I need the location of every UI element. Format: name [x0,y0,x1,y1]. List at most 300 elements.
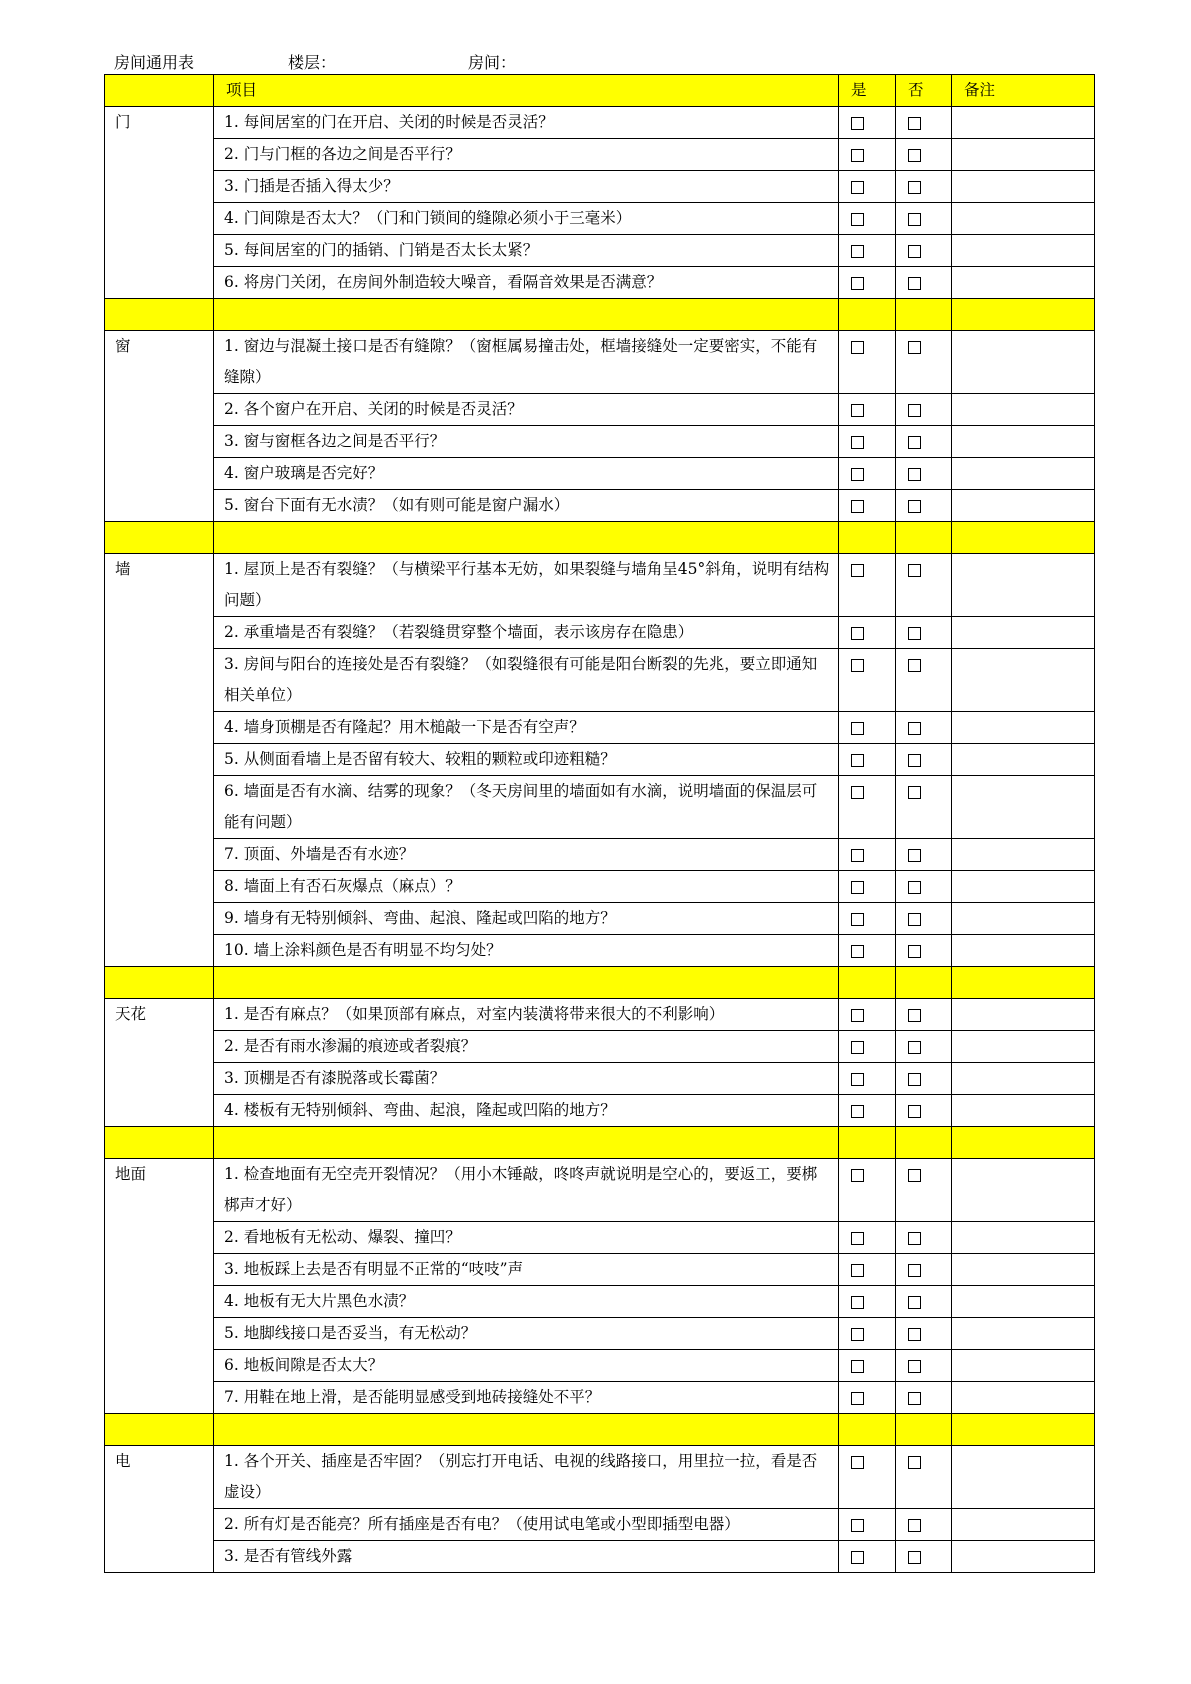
separator-cell [214,1414,839,1446]
note-cell[interactable] [952,1350,1095,1382]
table-row [105,1382,1095,1414]
no-checkbox[interactable] [908,404,921,417]
table-row [105,903,1095,935]
table-row [105,203,1095,235]
item-text: 2. 各个窗户在开启、关闭的时候是否灵活？ [224,400,523,418]
no-checkbox[interactable] [908,659,921,672]
item-cell [214,554,839,617]
separator-cell [839,522,896,554]
table-row [105,139,1095,171]
item-text: 2. 所有灯是否能亮？所有插座是否有电？（使用试电笔或小型即插型电器） [224,1515,740,1533]
section-category-cell [105,999,214,1127]
no-checkbox[interactable] [908,149,921,162]
table-row [105,1222,1095,1254]
note-cell[interactable] [952,1063,1095,1095]
yes-checkbox-cell [839,1063,896,1095]
item-cell [214,426,839,458]
table-row [105,871,1095,903]
item-cell [214,1350,839,1382]
no-checkbox[interactable] [908,1169,921,1182]
note-cell[interactable] [952,490,1095,522]
yes-checkbox[interactable] [851,1105,864,1118]
note-cell[interactable] [952,203,1095,235]
no-checkbox-cell [896,1222,952,1254]
table-row [105,1446,1095,1509]
section-category-cell [105,1446,214,1573]
note-cell[interactable] [952,649,1095,712]
separator-cell [896,1127,952,1159]
yes-checkbox-cell [839,426,896,458]
separator-cell [105,967,214,999]
yes-checkbox[interactable] [851,564,864,577]
yes-checkbox-cell [839,999,896,1031]
item-cell [214,331,839,394]
yes-checkbox-cell [839,267,896,299]
separator-cell [896,1414,952,1446]
item-cell [214,1031,839,1063]
separator-cell [105,522,214,554]
yes-checkbox-cell [839,139,896,171]
item-text: 4. 楼板有无特别倾斜、弯曲、起浪，隆起或凹陷的地方？ [224,1101,616,1119]
table-row [105,712,1095,744]
no-checkbox[interactable] [908,1456,921,1469]
yes-checkbox-cell [839,235,896,267]
table-row [105,267,1095,299]
yes-checkbox[interactable] [851,213,864,226]
no-checkbox[interactable] [908,564,921,577]
table-row [105,776,1095,839]
item-cell [214,171,839,203]
item-text: 9. 墙身有无特别倾斜、弯曲、起浪、隆起或凹陷的地方？ [224,909,616,927]
yes-checkbox[interactable] [851,881,864,894]
separator-cell [214,967,839,999]
note-cell[interactable] [952,235,1095,267]
yes-checkbox-cell [839,554,896,617]
item-text: 1. 每间居室的门在开启、关闭的时候是否灵活？ [224,113,554,131]
yes-checkbox[interactable] [851,1232,864,1245]
separator-cell [105,1127,214,1159]
no-checkbox[interactable] [908,181,921,194]
item-text: 5. 每间居室的门的插销、门销是否太长太紧？ [224,241,539,259]
yes-checkbox[interactable] [851,181,864,194]
item-text: 7. 顶面、外墙是否有水迹？ [224,845,415,863]
note-cell[interactable] [952,617,1095,649]
no-checkbox-cell [896,458,952,490]
no-checkbox[interactable] [908,627,921,640]
no-checkbox-cell [896,617,952,649]
table-row [105,617,1095,649]
form-title: 房间通用表 [114,53,195,72]
yes-checkbox-cell [839,744,896,776]
inspection-checklist-table [104,74,1095,1573]
table-row [105,1254,1095,1286]
no-checkbox[interactable] [908,1105,921,1118]
item-cell [214,903,839,935]
note-cell[interactable] [952,1509,1095,1541]
note-cell[interactable] [952,999,1095,1031]
no-checkbox-cell [896,1382,952,1414]
yes-checkbox-cell [839,1159,896,1222]
header-item-label: 项目 [226,81,258,99]
separator-cell [896,299,952,331]
no-checkbox-cell [896,871,952,903]
yes-checkbox-cell [839,171,896,203]
floor-label: 楼层： [288,53,337,72]
yes-checkbox-cell [839,458,896,490]
table-row [105,458,1095,490]
no-checkbox[interactable] [908,786,921,799]
item-cell [214,649,839,712]
no-checkbox-cell [896,331,952,394]
yes-checkbox-cell [839,394,896,426]
yes-checkbox-cell [839,776,896,839]
yes-checkbox[interactable] [851,722,864,735]
item-text: 7. 用鞋在地上滑，是否能明显感受到地砖接缝处不平？ [224,1388,601,1406]
yes-checkbox[interactable] [851,627,864,640]
section-category-label: 天花 [115,1005,147,1023]
no-checkbox[interactable] [908,468,921,481]
no-checkbox[interactable] [908,1009,921,1022]
item-cell [214,1318,839,1350]
item-cell [214,139,839,171]
no-checkbox[interactable] [908,945,921,958]
yes-checkbox-cell [839,903,896,935]
section-category-label: 电 [115,1452,131,1470]
no-checkbox-cell [896,203,952,235]
table-row [105,1318,1095,1350]
note-cell[interactable] [952,712,1095,744]
table-row [105,394,1095,426]
section-category-label: 门 [115,113,131,131]
separator-cell [214,1127,839,1159]
separator-cell [896,522,952,554]
item-cell [214,1446,839,1509]
section-separator-row [105,1414,1095,1446]
item-text: 6. 墙面是否有水滴、结雾的现象？（冬天房间里的墙面如有水滴，说明墙面的保温层可能有问题） [224,782,818,831]
no-checkbox-cell [896,1318,952,1350]
no-checkbox[interactable] [908,913,921,926]
note-cell[interactable] [952,458,1095,490]
yes-checkbox-cell [839,490,896,522]
separator-cell [952,1414,1095,1446]
no-checkbox-cell [896,935,952,967]
no-checkbox-cell [896,776,952,839]
no-checkbox-cell [896,426,952,458]
note-cell[interactable] [952,1095,1095,1127]
header-item-cell [214,75,839,107]
no-checkbox-cell [896,1031,952,1063]
table-row [105,171,1095,203]
no-checkbox[interactable] [908,1519,921,1532]
item-text: 5. 地脚线接口是否妥当，有无松动？ [224,1324,477,1342]
section-separator-row [105,1127,1095,1159]
item-text: 3. 地板踩上去是否有明显不正常的“吱吱”声 [224,1260,524,1278]
note-cell[interactable] [952,1541,1095,1573]
item-cell [214,744,839,776]
note-cell[interactable] [952,1159,1095,1222]
separator-cell [839,1127,896,1159]
yes-checkbox[interactable] [851,1360,864,1373]
item-text: 2. 看地板有无松动、爆裂、撞凹？ [224,1228,461,1246]
no-checkbox-cell [896,712,952,744]
header-note-label: 备注 [964,81,996,99]
item-cell [214,935,839,967]
item-cell [214,1095,839,1127]
no-checkbox[interactable] [908,436,921,449]
yes-checkbox[interactable] [851,659,864,672]
note-cell[interactable] [952,871,1095,903]
no-checkbox-cell [896,394,952,426]
item-cell [214,1063,839,1095]
note-cell[interactable] [952,935,1095,967]
yes-checkbox-cell [839,331,896,394]
yes-checkbox[interactable] [851,1264,864,1277]
no-checkbox-cell [896,554,952,617]
separator-cell [839,299,896,331]
note-cell[interactable] [952,394,1095,426]
yes-checkbox-cell [839,649,896,712]
separator-cell [214,522,839,554]
yes-checkbox-cell [839,1350,896,1382]
item-cell [214,1286,839,1318]
separator-cell [105,299,214,331]
yes-checkbox[interactable] [851,913,864,926]
yes-checkbox[interactable] [851,245,864,258]
yes-checkbox-cell [839,935,896,967]
no-checkbox-cell [896,1095,952,1127]
header-yes-cell [839,75,896,107]
item-text: 1. 是否有麻点？（如果顶部有麻点，对室内装潢将带来很大的不利影响） [224,1005,725,1023]
section-category-label: 墙 [115,560,131,578]
no-checkbox[interactable] [908,1041,921,1054]
no-checkbox-cell [896,1063,952,1095]
no-checkbox[interactable] [908,341,921,354]
no-checkbox[interactable] [908,117,921,130]
yes-checkbox[interactable] [851,1456,864,1469]
separator-cell [952,1127,1095,1159]
table-row [105,1350,1095,1382]
table-row [105,1541,1095,1573]
yes-checkbox[interactable] [851,1519,864,1532]
yes-checkbox[interactable] [851,341,864,354]
item-cell [214,712,839,744]
table-row [105,107,1095,139]
section-category-cell [105,1159,214,1414]
item-cell [214,107,839,139]
no-checkbox[interactable] [908,1360,921,1373]
separator-cell [214,299,839,331]
item-cell [214,235,839,267]
yes-checkbox[interactable] [851,404,864,417]
separator-cell [952,299,1095,331]
item-text: 3. 门插是否插入得太少？ [224,177,399,195]
note-cell[interactable] [952,1318,1095,1350]
yes-checkbox-cell [839,1541,896,1573]
yes-checkbox[interactable] [851,277,864,290]
item-cell [214,458,839,490]
room-label: 房间： [468,53,517,72]
table-row [105,1063,1095,1095]
no-checkbox[interactable] [908,277,921,290]
no-checkbox[interactable] [908,213,921,226]
table-row [105,1095,1095,1127]
item-cell [214,617,839,649]
no-checkbox[interactable] [908,1264,921,1277]
yes-checkbox[interactable] [851,1296,864,1309]
item-text: 1. 屋顶上是否有裂缝？（与横梁平行基本无妨，如果裂缝与墙角呈45°斜角，说明有结构问题） [224,560,830,609]
note-cell[interactable] [952,903,1095,935]
section-separator-row [105,299,1095,331]
item-cell [214,999,839,1031]
yes-checkbox-cell [839,1446,896,1509]
item-cell [214,839,839,871]
note-cell[interactable] [952,267,1095,299]
no-checkbox-cell [896,107,952,139]
note-cell[interactable] [952,331,1095,394]
no-checkbox-cell [896,1286,952,1318]
yes-checkbox-cell [839,1509,896,1541]
yes-checkbox-cell [839,712,896,744]
item-text: 6. 将房门关闭，在房间外制造较大噪音，看隔音效果是否满意？ [224,273,663,291]
item-cell [214,203,839,235]
no-checkbox[interactable] [908,245,921,258]
yes-checkbox-cell [839,839,896,871]
header-yes-label: 是 [851,81,867,99]
section-category-cell [105,331,214,522]
table-row [105,1286,1095,1318]
item-cell [214,1382,839,1414]
separator-cell [896,967,952,999]
yes-checkbox[interactable] [851,500,864,513]
no-checkbox-cell [896,1350,952,1382]
item-cell [214,871,839,903]
section-category-label: 地面 [115,1165,147,1183]
yes-checkbox[interactable] [851,945,864,958]
section-separator-row [105,522,1095,554]
table-row [105,744,1095,776]
no-checkbox-cell [896,1254,952,1286]
section-category-cell [105,554,214,967]
table-row [105,1509,1095,1541]
note-cell[interactable] [952,1031,1095,1063]
note-cell[interactable] [952,426,1095,458]
item-text: 10. 墙上涂料颜色是否有明显不均匀处？ [224,941,502,959]
header-category-cell [105,75,214,107]
yes-checkbox[interactable] [851,1009,864,1022]
no-checkbox-cell [896,1541,952,1573]
no-checkbox[interactable] [908,1296,921,1309]
no-checkbox[interactable] [908,881,921,894]
table-row [105,426,1095,458]
item-text: 1. 检查地面有无空壳开裂情况？（用小木锤敲，咚咚声就说明是空心的，要返工，要梆梆声才好） [224,1165,818,1214]
no-checkbox-cell [896,839,952,871]
item-text: 5. 窗台下面有无水渍？（如有则可能是窗户漏水） [224,496,570,514]
yes-checkbox-cell [839,1286,896,1318]
header-no-cell [896,75,952,107]
note-cell[interactable] [952,744,1095,776]
note-cell[interactable] [952,1382,1095,1414]
no-checkbox[interactable] [908,722,921,735]
header-note-cell [952,75,1095,107]
no-checkbox[interactable] [908,1328,921,1341]
no-checkbox-cell [896,490,952,522]
yes-checkbox[interactable] [851,1073,864,1086]
no-checkbox-cell [896,903,952,935]
yes-checkbox-cell [839,1318,896,1350]
yes-checkbox[interactable] [851,786,864,799]
yes-checkbox-cell [839,1031,896,1063]
note-cell[interactable] [952,776,1095,839]
table-header-row [105,75,1095,107]
table-row [105,839,1095,871]
no-checkbox[interactable] [908,1551,921,1564]
yes-checkbox[interactable] [851,117,864,130]
item-text: 4. 地板有无大片黑色水渍？ [224,1292,415,1310]
separator-cell [105,1414,214,1446]
no-checkbox[interactable] [908,500,921,513]
no-checkbox-cell [896,139,952,171]
yes-checkbox[interactable] [851,1328,864,1341]
no-checkbox[interactable] [908,754,921,767]
note-cell[interactable] [952,1254,1095,1286]
item-cell [214,1222,839,1254]
item-text: 3. 窗与窗框各边之间是否平行？ [224,432,446,450]
item-text: 6. 地板间隙是否太大？ [224,1356,384,1374]
yes-checkbox[interactable] [851,1169,864,1182]
yes-checkbox[interactable] [851,1392,864,1405]
item-cell [214,1159,839,1222]
item-cell [214,490,839,522]
yes-checkbox-cell [839,1254,896,1286]
yes-checkbox[interactable] [851,468,864,481]
table-row [105,999,1095,1031]
no-checkbox[interactable] [908,1232,921,1245]
separator-cell [839,1414,896,1446]
note-cell[interactable] [952,171,1095,203]
note-cell[interactable] [952,139,1095,171]
table-row [105,554,1095,617]
yes-checkbox[interactable] [851,849,864,862]
separator-cell [952,967,1095,999]
yes-checkbox[interactable] [851,436,864,449]
no-checkbox-cell [896,1159,952,1222]
item-cell [214,1254,839,1286]
item-text: 8. 墙面上有否石灰爆点（麻点）？ [224,877,461,895]
no-checkbox[interactable] [908,849,921,862]
yes-checkbox[interactable] [851,1041,864,1054]
yes-checkbox[interactable] [851,149,864,162]
note-cell[interactable] [952,1222,1095,1254]
yes-checkbox[interactable] [851,754,864,767]
note-cell[interactable] [952,107,1095,139]
yes-checkbox-cell [839,107,896,139]
yes-checkbox-cell [839,203,896,235]
no-checkbox-cell [896,1509,952,1541]
no-checkbox[interactable] [908,1073,921,1086]
yes-checkbox-cell [839,617,896,649]
note-cell[interactable] [952,1286,1095,1318]
note-cell[interactable] [952,839,1095,871]
item-cell [214,267,839,299]
table-row [105,1031,1095,1063]
no-checkbox-cell [896,171,952,203]
no-checkbox-cell [896,999,952,1031]
note-cell[interactable] [952,554,1095,617]
no-checkbox[interactable] [908,1392,921,1405]
item-text: 1. 窗边与混凝土接口是否有缝隙？（窗框属易撞击处，框墙接缝处一定要密实，不能有缝隙） [224,337,818,386]
yes-checkbox[interactable] [851,1551,864,1564]
note-cell[interactable] [952,1446,1095,1509]
